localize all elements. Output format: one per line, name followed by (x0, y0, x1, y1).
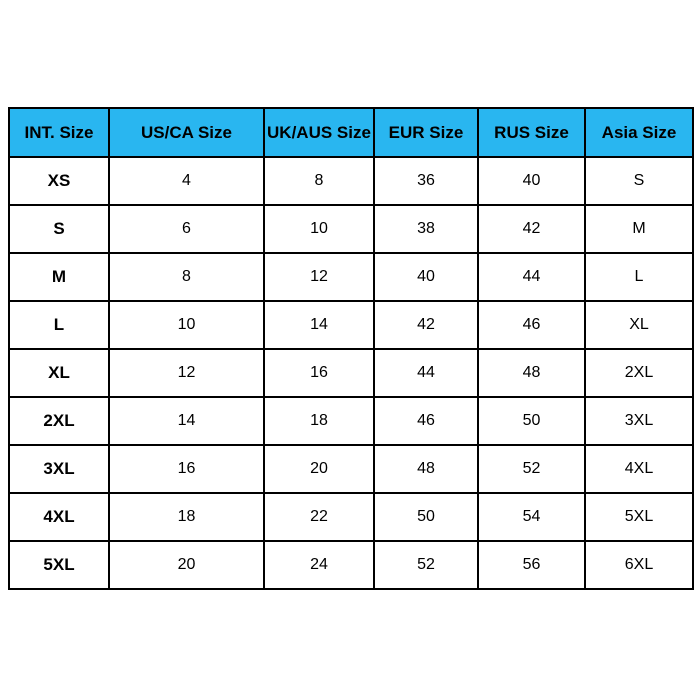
table-row (9, 445, 693, 493)
column-header-uk-aus-size: UK/AUS Size (264, 108, 374, 157)
cell-us-ca-size: 18 (109, 493, 264, 541)
cell-int-size: 5XL (9, 541, 109, 589)
cell-rus-size: 42 (478, 205, 585, 253)
cell-us-ca-size: 20 (109, 541, 264, 589)
cell-eur-size: 36 (374, 157, 478, 205)
cell-rus-size: 52 (478, 445, 585, 493)
table-header (9, 108, 693, 157)
column-header-int-size: INT. Size (9, 108, 109, 157)
cell-asia-size: S (585, 157, 693, 205)
cell-us-ca-size: 12 (109, 349, 264, 397)
cell-eur-size: 52 (374, 541, 478, 589)
cell-rus-size: 46 (478, 301, 585, 349)
column-header-asia-size: Asia Size (585, 108, 693, 157)
table-row (9, 541, 693, 589)
cell-int-size: XS (9, 157, 109, 205)
size-conversion-table (8, 107, 694, 590)
column-header-rus-size: RUS Size (478, 108, 585, 157)
cell-eur-size: 50 (374, 493, 478, 541)
cell-rus-size: 44 (478, 253, 585, 301)
cell-asia-size: M (585, 205, 693, 253)
cell-int-size: M (9, 253, 109, 301)
cell-uk-aus-size: 20 (264, 445, 374, 493)
table-row (9, 349, 693, 397)
cell-asia-size: L (585, 253, 693, 301)
cell-int-size: 4XL (9, 493, 109, 541)
table-row (9, 397, 693, 445)
cell-int-size: XL (9, 349, 109, 397)
table-row (9, 253, 693, 301)
cell-int-size: S (9, 205, 109, 253)
cell-asia-size: XL (585, 301, 693, 349)
cell-us-ca-size: 4 (109, 157, 264, 205)
cell-asia-size: 2XL (585, 349, 693, 397)
cell-rus-size: 40 (478, 157, 585, 205)
cell-uk-aus-size: 10 (264, 205, 374, 253)
cell-uk-aus-size: 18 (264, 397, 374, 445)
cell-rus-size: 56 (478, 541, 585, 589)
cell-eur-size: 46 (374, 397, 478, 445)
cell-us-ca-size: 10 (109, 301, 264, 349)
cell-asia-size: 6XL (585, 541, 693, 589)
cell-asia-size: 4XL (585, 445, 693, 493)
table-row (9, 493, 693, 541)
cell-int-size: 2XL (9, 397, 109, 445)
cell-asia-size: 3XL (585, 397, 693, 445)
table-row (9, 301, 693, 349)
cell-eur-size: 48 (374, 445, 478, 493)
header-row (9, 108, 693, 157)
cell-uk-aus-size: 22 (264, 493, 374, 541)
table-row (9, 157, 693, 205)
table-row (9, 205, 693, 253)
cell-eur-size: 40 (374, 253, 478, 301)
cell-rus-size: 50 (478, 397, 585, 445)
cell-int-size: 3XL (9, 445, 109, 493)
size-chart-container (8, 107, 692, 590)
cell-uk-aus-size: 14 (264, 301, 374, 349)
column-header-eur-size: EUR Size (374, 108, 478, 157)
cell-us-ca-size: 14 (109, 397, 264, 445)
cell-eur-size: 44 (374, 349, 478, 397)
cell-uk-aus-size: 12 (264, 253, 374, 301)
cell-uk-aus-size: 8 (264, 157, 374, 205)
cell-rus-size: 54 (478, 493, 585, 541)
cell-int-size: L (9, 301, 109, 349)
table-body (9, 157, 693, 589)
cell-asia-size: 5XL (585, 493, 693, 541)
cell-us-ca-size: 8 (109, 253, 264, 301)
column-header-us-ca-size: US/CA Size (109, 108, 264, 157)
cell-uk-aus-size: 24 (264, 541, 374, 589)
cell-eur-size: 42 (374, 301, 478, 349)
cell-us-ca-size: 16 (109, 445, 264, 493)
cell-eur-size: 38 (374, 205, 478, 253)
cell-us-ca-size: 6 (109, 205, 264, 253)
cell-uk-aus-size: 16 (264, 349, 374, 397)
cell-rus-size: 48 (478, 349, 585, 397)
